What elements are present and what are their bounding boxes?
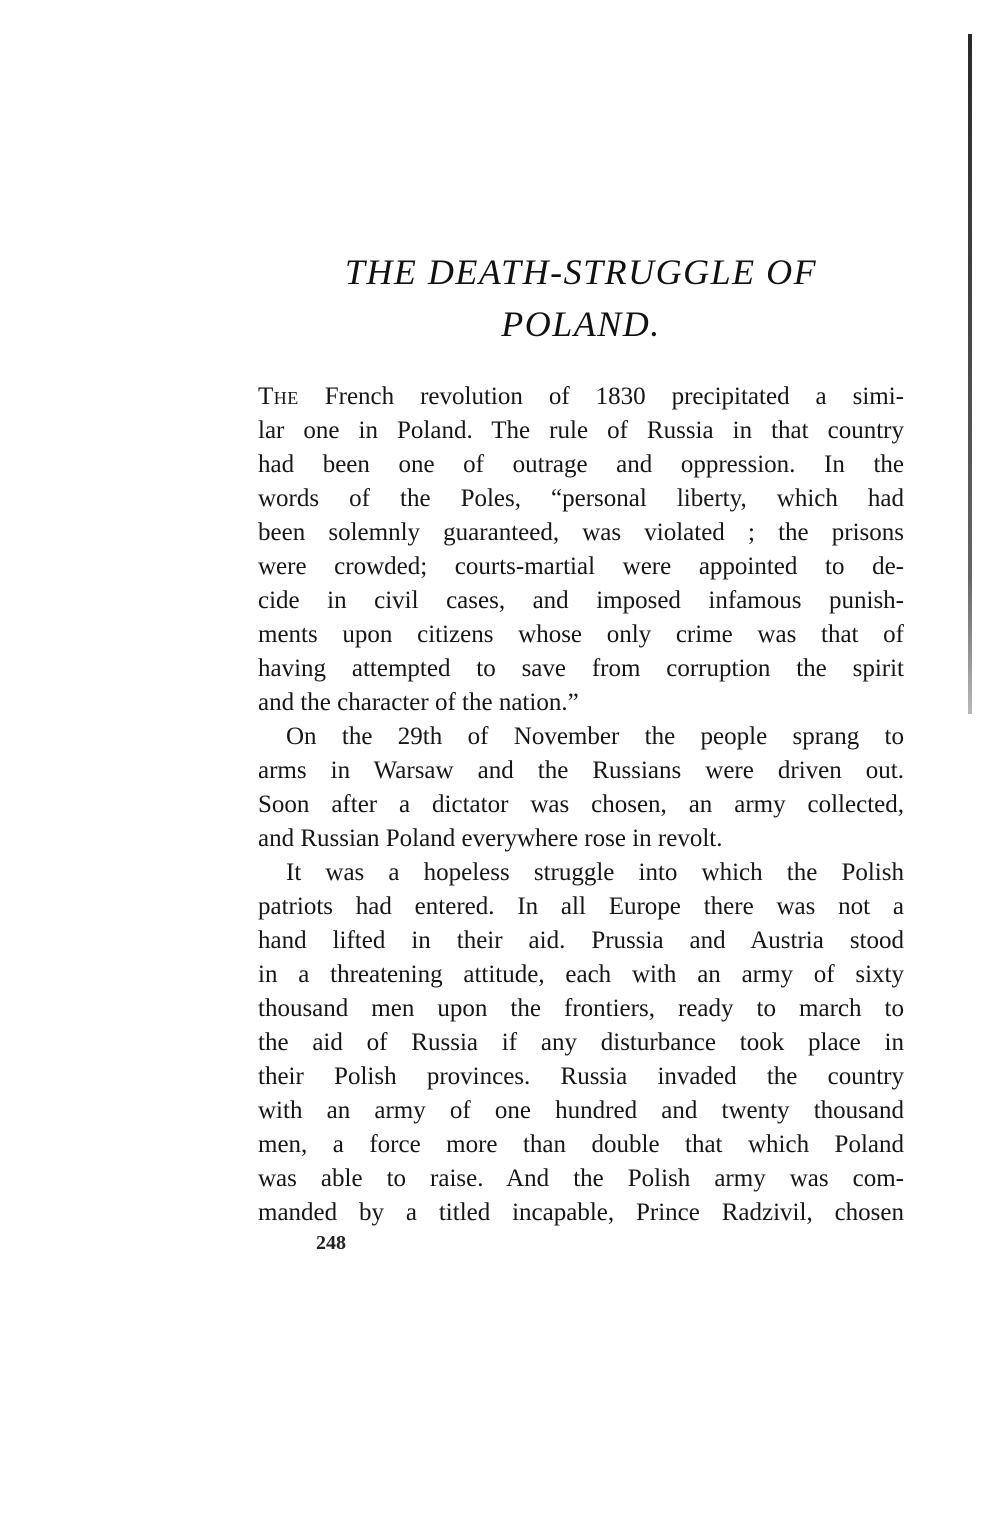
paragraph-1-line-10: and the character of the nation.” [258,689,579,716]
paragraph-2-line-2: arms in Warsaw and the Russians were driven out. [258,757,904,784]
paragraph-1-line-3: had been one of outrage and oppression. In the [258,451,904,478]
paragraph-3-line-3: hand lifted in their aid. Prussia and Austria stood [258,927,904,954]
paragraph-3-line-6: the aid of Russia if any disturbance took place in [258,1029,904,1056]
page-number: 248 [316,1232,346,1254]
paragraph-1-line-9: having attempted to save from corruption the spirit [258,655,904,682]
paragraph-3-line-9: men, a force more than double that which Poland [258,1131,904,1158]
body-text [258,380,904,1230]
paragraph-2-line-1: On the 29th of November the people sprang to [286,723,904,750]
paragraph-3-line-5: thousand men upon the frontiers, ready to march to [258,995,904,1022]
chapter-title-line-1: THE DEATH-STRUGGLE OF [344,252,818,292]
chapter-title [258,246,904,350]
paragraph-3-line-7: their Polish provinces. Russia invaded the country [258,1063,904,1090]
paragraph-1-line-1: The French revolution of 1830 precipitated a simi- [258,383,904,410]
page-edge-shadow [968,34,972,714]
paragraph-2-line-3: Soon after a dictator was chosen, an army collected, [258,791,904,818]
paragraph-1-lead-word: The [258,383,299,410]
paragraph-3-line-1: It was a hopeless struggle into which the Polish [286,859,904,886]
paragraph-1-line-6: were crowded; courts-martial were appointed to de- [258,553,904,580]
paragraph-2-line-4: and Russian Poland everywhere rose in revolt. [258,825,723,852]
paragraph-1-line-2: lar one in Poland. The rule of Russia in that country [258,417,904,444]
paragraph-3-line-8: with an army of one hundred and twenty thousand [258,1097,904,1124]
paragraph-3-line-4: in a threatening attitude, each with an army of sixty [258,961,904,988]
paragraph-3-line-11: manded by a titled incapable, Prince Radzivil, chosen [258,1199,904,1226]
paragraph-1-line-4: words of the Poles, “personal liberty, which had [258,485,904,512]
paragraph-1-line-5: been solemnly guaranteed, was violated ; the prisons [258,519,904,546]
paragraph-3-line-10: was able to raise. And the Polish army was com- [258,1165,904,1192]
paragraph-3-line-2: patriots had entered. In all Europe there was not a [258,893,904,920]
paragraph-1-line-7: cide in civil cases, and imposed infamous punish- [258,587,904,614]
paragraph-1-line-8: ments upon citizens whose only crime was that of [258,621,904,648]
chapter-title-line-2: POLAND. [501,304,661,344]
